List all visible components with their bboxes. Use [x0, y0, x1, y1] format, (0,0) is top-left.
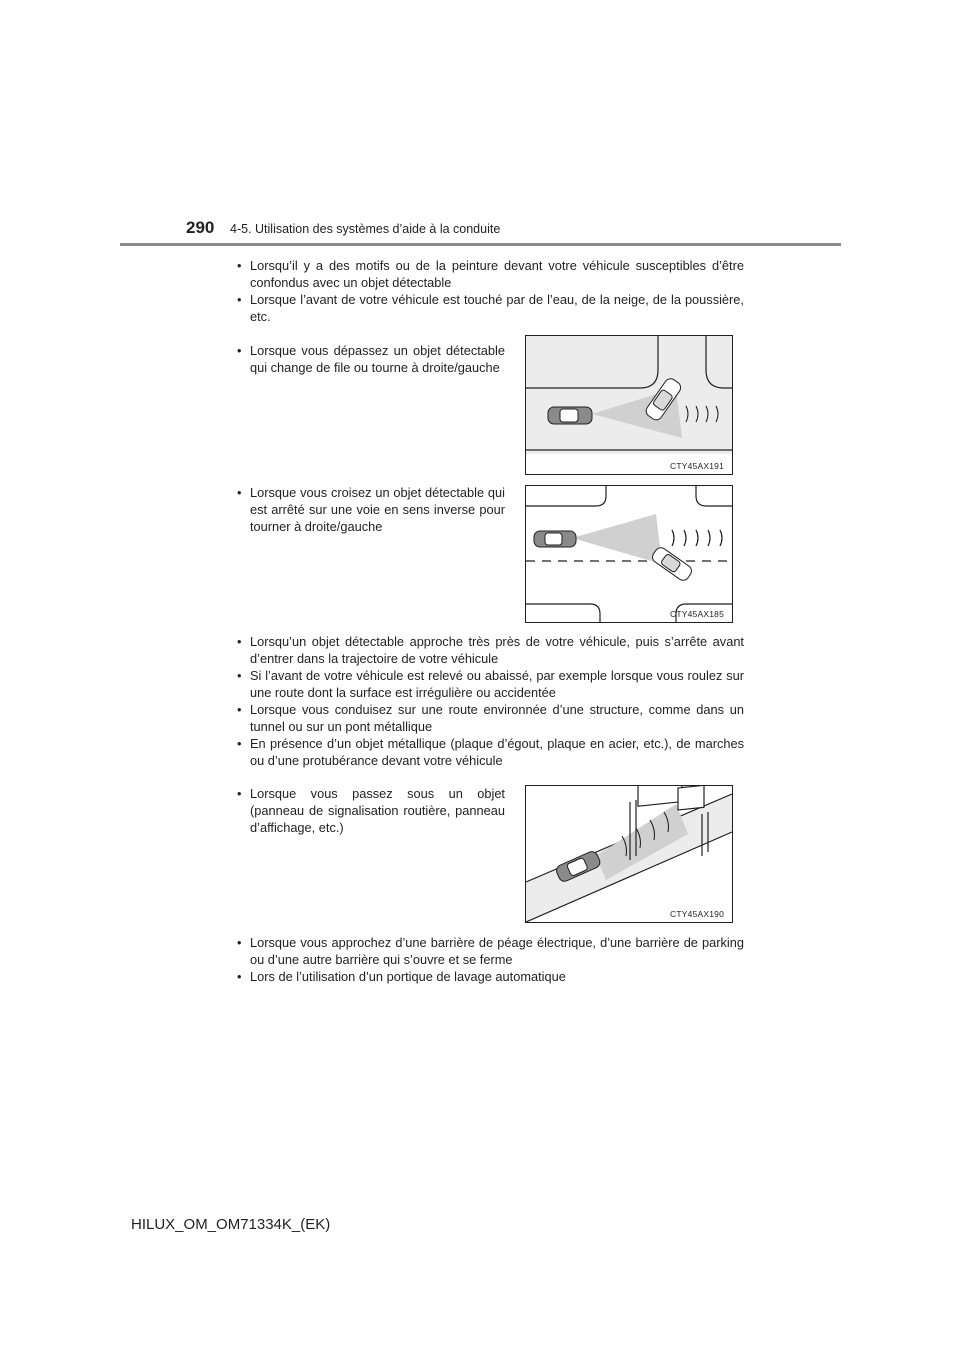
- bullet-item: • Lorsqu’il y a des motifs ou de la peinture devant votre véhicule susceptibles d’être confondus avec un objet détectable: [237, 257, 744, 291]
- bullet-item: • Lorsque vous dépassez un objet détectable qui change de file ou tourne à droite/gauche: [237, 342, 505, 376]
- bullet-item: • En présence d’un objet métallique (plaque d’égout, plaque en acier, etc.), de marches ou d’une protubérance devant votre véhicule: [237, 735, 744, 769]
- overhead-sign-illustration: [526, 786, 732, 922]
- stopped-car-icon: [650, 545, 694, 582]
- section-title: 4-5. Utilisation des systèmes d’aide à la conduite: [230, 222, 501, 236]
- document-code: HILUX_OM_OM71334K_(EK): [131, 1216, 331, 1233]
- figure-item-1-text: [237, 342, 505, 376]
- bullet-item: • Lorsque vous passez sous un objet (panneau de signalisation routière, panneau d’affichage, etc.): [237, 785, 505, 836]
- bullet-item: • Lorsque vous croisez un objet détectable qui est arrêté sur une voie en sens inverse pour tourner à droite/gauche: [237, 484, 505, 535]
- figure-code: CTY45AX191: [670, 461, 724, 471]
- bullet-item: • Lorsque l’avant de votre véhicule est touché par de l’eau, de la neige, de la poussière, etc.: [237, 291, 744, 325]
- bullet-item: • Lorsque vous approchez d’une barrière de péage électrique, d’une barrière de parking ou d’une autre barrière qui s’ouvre et se ferme: [237, 934, 744, 968]
- header-divider: [120, 243, 841, 246]
- bullet-list-middle: [237, 633, 744, 769]
- figure-crossing-stopped-vehicle: [525, 485, 733, 623]
- figure-code: CTY45AX190: [670, 909, 724, 919]
- figure-item-3-text: [237, 785, 505, 836]
- page-number: 290: [186, 218, 215, 237]
- crossing-illustration: [526, 486, 732, 622]
- bullet-item: • Lorsque vous conduisez sur une route environnée d’une structure, comme dans un tunnel ou sur un pont métallique: [237, 701, 744, 735]
- figure-under-sign: [525, 785, 733, 923]
- bullet-list-top: [237, 257, 744, 325]
- ego-car-icon: [548, 407, 592, 424]
- bullet-item: • Lors de l’utilisation d’un portique de lavage automatique: [237, 968, 744, 985]
- overtake-illustration: [526, 336, 732, 474]
- figure-overtake-turning-vehicle: [525, 335, 733, 475]
- bullet-item: • Si l’avant de votre véhicule est relevé ou abaissé, par exemple lorsque vous roulez sur une route dont la surface est irrégulière ou accidentée: [237, 667, 744, 701]
- figure-item-2-text: [237, 484, 505, 535]
- bullet-list-bottom: [237, 934, 744, 985]
- bullet-item: • Lorsqu’un objet détectable approche très près de votre véhicule, puis s’arrête avant d’entrer dans la trajectoire de votre véhicule: [237, 633, 744, 667]
- figure-code: CTY45AX185: [670, 609, 724, 619]
- ego-car-icon: [534, 531, 576, 547]
